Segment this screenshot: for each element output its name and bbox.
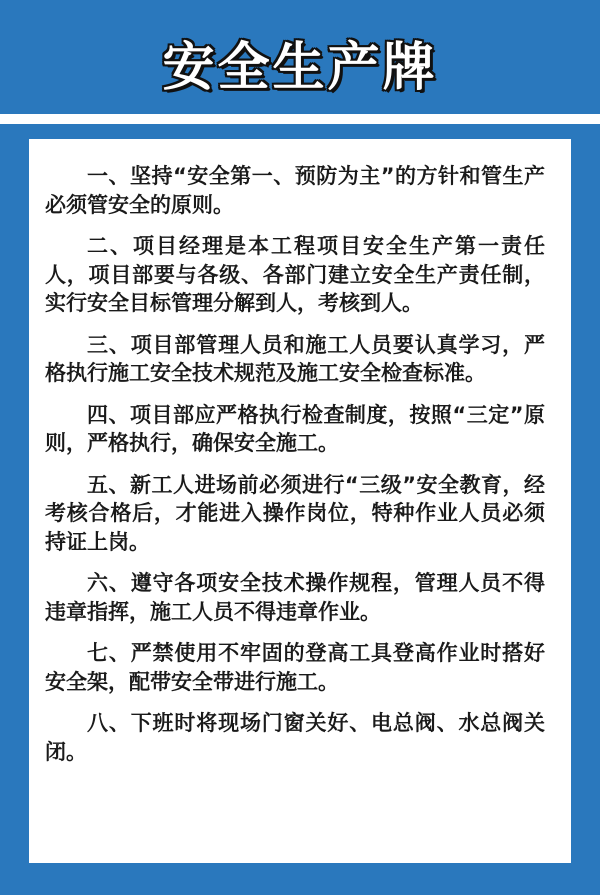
rule-item-5: 五、新工人进场前必须进行“三级”安全教育，经考核合格后，才能进入操作岗位，特种作业人员必须持证上岗。	[45, 472, 545, 555]
rule-item-6: 六、遵守各项安全技术操作规程，管理人员不得违章指挥，施工人员不得违章作业。	[45, 571, 545, 625]
header-divider	[0, 114, 600, 124]
header-band	[0, 0, 600, 112]
rule-item-4: 四、项目部应严格执行检查制度，按照“三定”原则，严格执行，确保安全施工。	[45, 402, 545, 456]
rules-list	[45, 162, 545, 779]
rule-item-7: 七、严禁使用不牢固的登高工具登高作业时搭好安全架，配带安全带进行施工。	[45, 641, 545, 695]
sign-title: 安全生产牌	[162, 38, 438, 98]
rule-item-3: 三、项目部管理人员和施工人员要认真学习，严格执行施工安全技术规范及施工安全检查标准。	[45, 332, 545, 386]
rule-item-2: 二、项目经理是本工程项目安全生产第一责任人，项目部要与各级、各部门建立安全生产责任制，实行安全目标管理分解到人，考核到人。	[45, 234, 545, 316]
rule-item-1: 一、坚持“安全第一、预防为主”的方针和管生产必须管安全的原则。	[45, 164, 545, 217]
rule-item-8: 八、下班时将现场门窗关好、电总阀、水总阀关闭。	[45, 711, 545, 765]
